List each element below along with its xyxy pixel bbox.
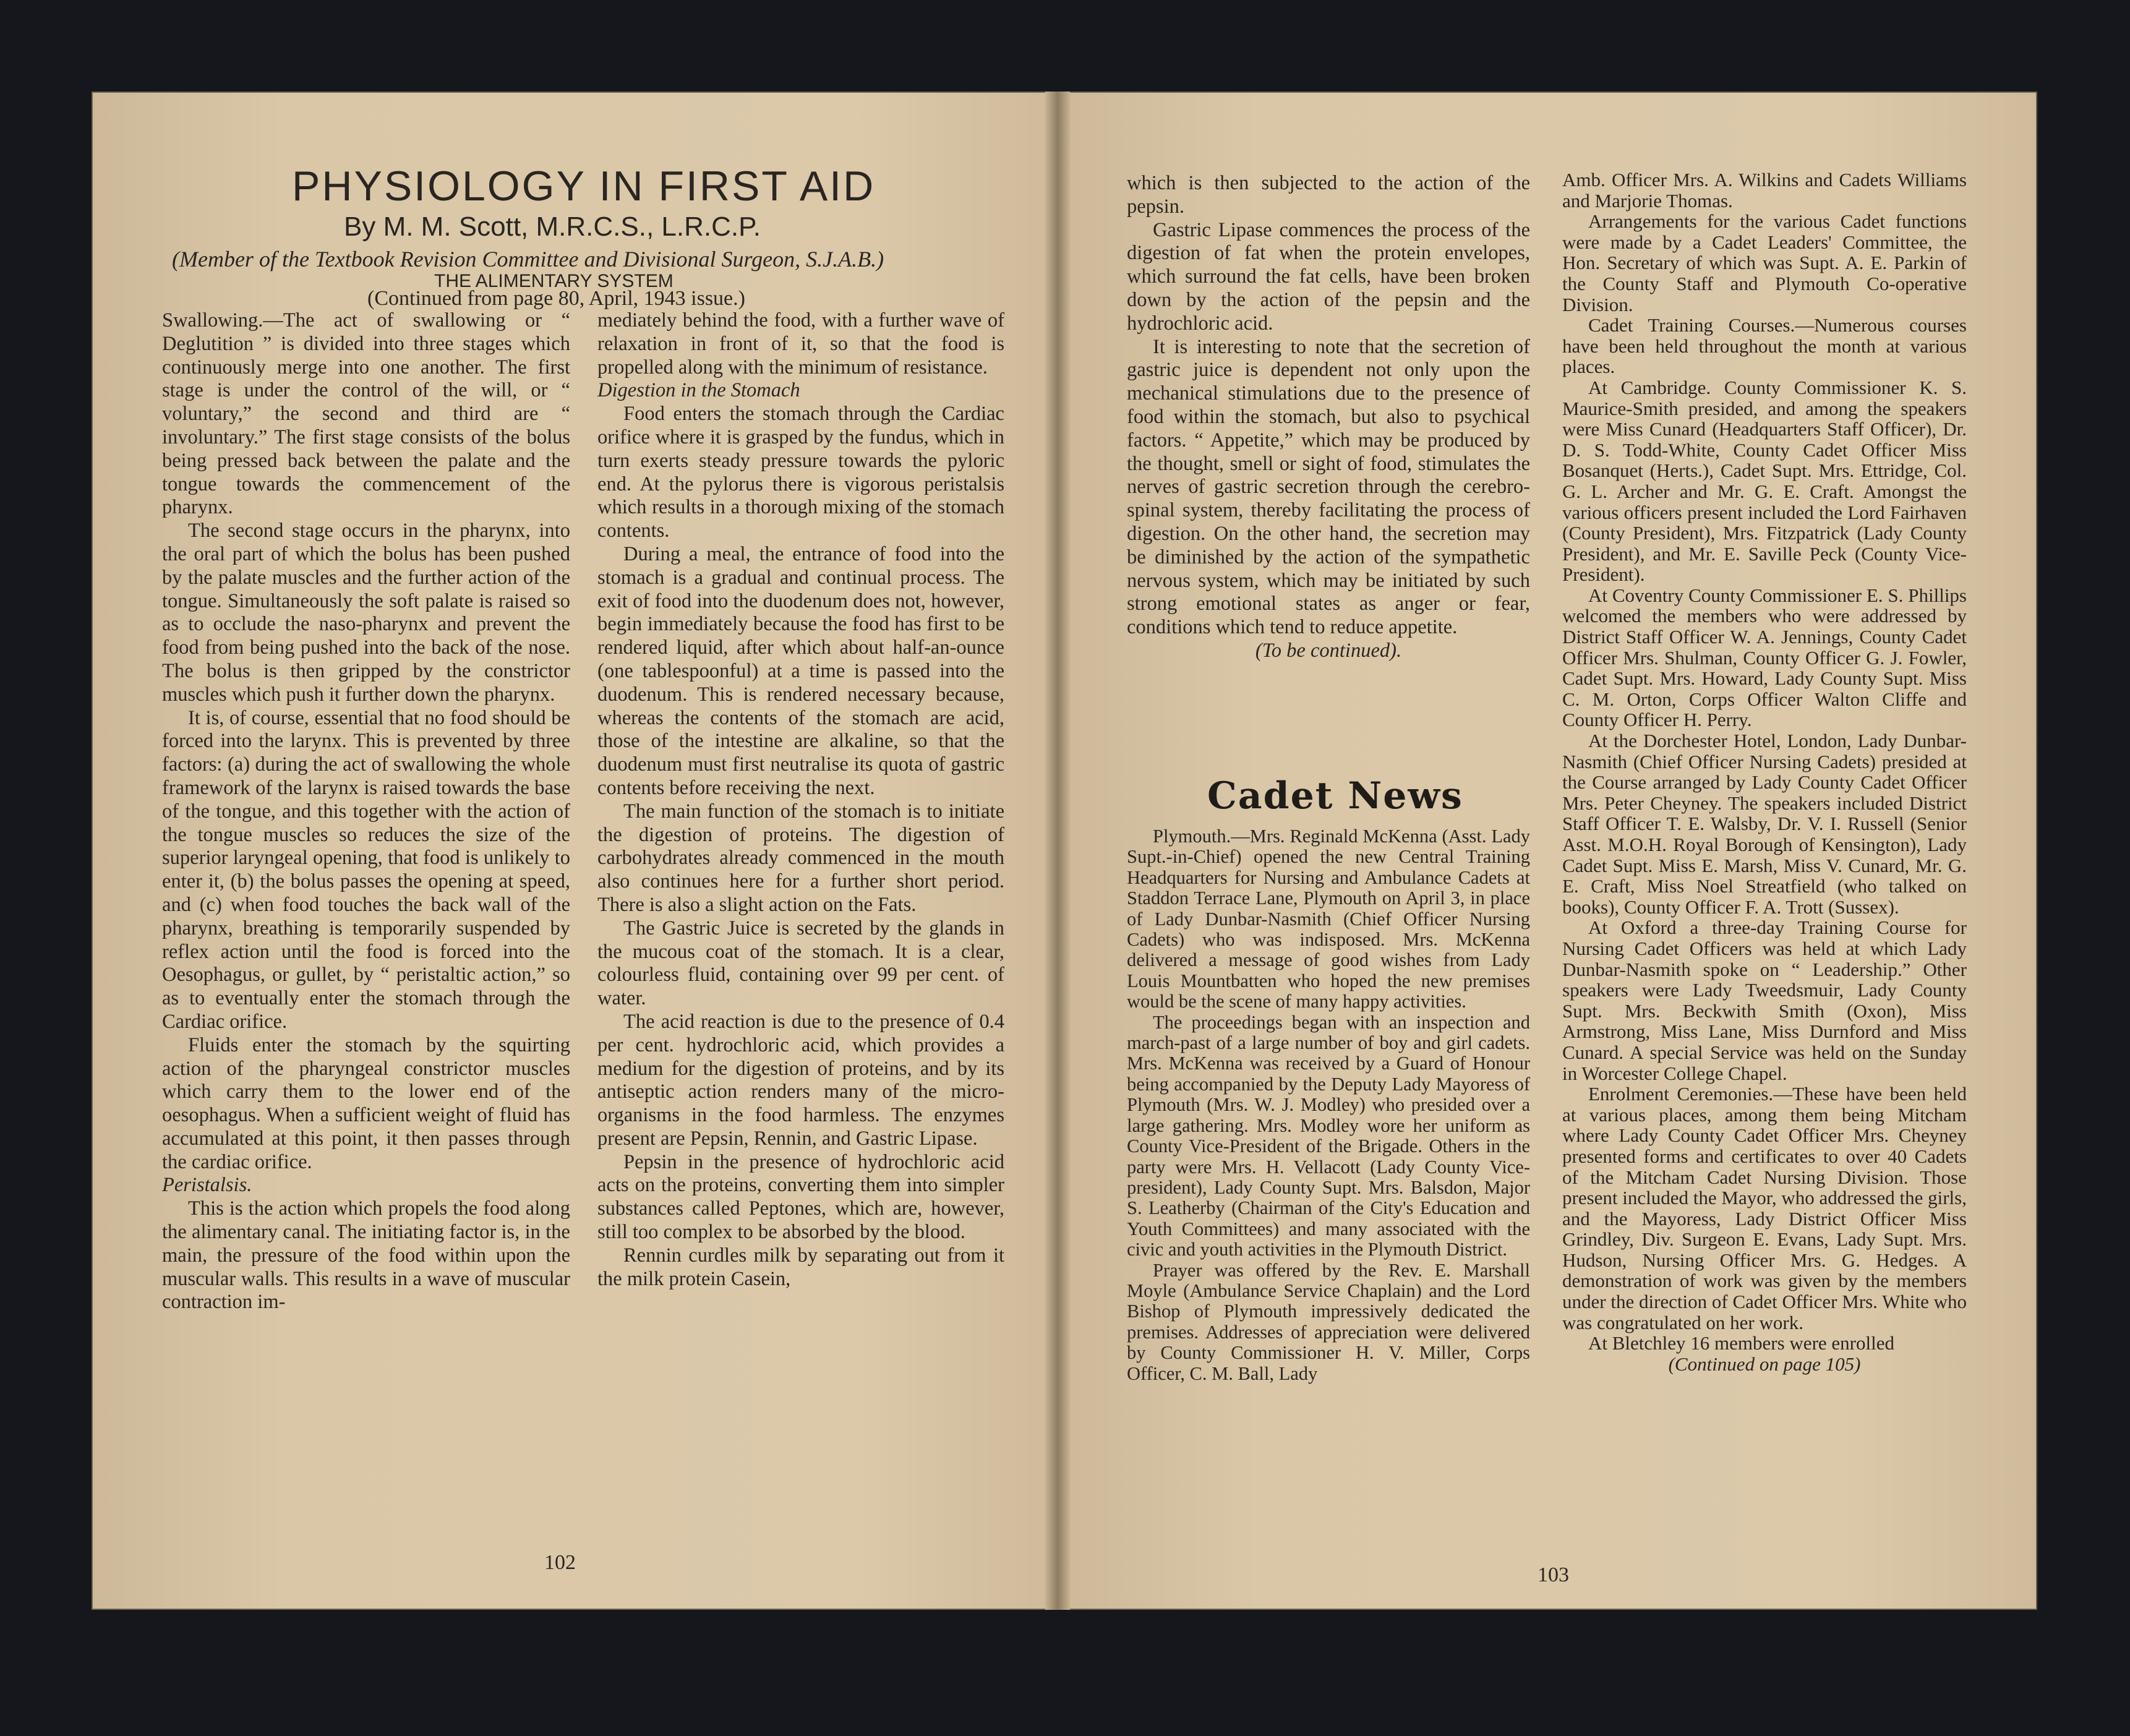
paragraph: Amb. Officer Mrs. A. Wilkins and Cadets Williams and Marjorie Thomas. xyxy=(1562,169,1967,212)
article-byline: By M. M. Scott, M.R.C.S., L.R.C.P. xyxy=(344,212,761,242)
paragraph: At Cambridge. County Commissioner K. S. Maurice-Smith presided, and among the speakers were Miss Cunard (Headquarters Staff Officer), Dr. D. S. Todd-White, County Cadet Officer Miss Bosanquet (Herts.), Cadet Supt. Mrs. Ettridge, Col. G. L. Archer and Mr. G. E. Craft. Amongst the various officers present included the Lord Fairhaven (County President), Mrs. Fitzpatrick (Lady County President), and Mr. E. Saville Peck (County Vice-President). xyxy=(1562,376,1967,586)
paragraph: Food enters the stomach through the Cardiac orifice where it is grasped by the fundus, which in turn exerts steady pressure towards the pyloric end. At the pylorus there is vigorous peristalsis which results in a thorough mixing of the stomach contents. xyxy=(597,403,1004,542)
book-gutter xyxy=(1045,92,1070,1610)
right-column-1 xyxy=(1127,172,1530,663)
paragraph: At Bletchley 16 members were enrolled xyxy=(1588,1332,1894,1354)
paragraph: mediately behind the food, with a further wave of relaxation in front of it, so that the food is propelled along with the minimum of resistance. xyxy=(597,309,1004,378)
page-number-left: 102 xyxy=(544,1551,576,1574)
continued-on-note: (Continued on page 105) xyxy=(1668,1353,1861,1375)
left-column-1 xyxy=(162,309,570,1314)
left-column-2 xyxy=(597,309,1004,1291)
right-column-2 xyxy=(1562,169,1967,1374)
paragraph: At Coventry County Commissioner E. S. Phillips welcomed the members who were addressed by District Staff Officer W. A. Jennings, County Cadet Officer Mrs. Shulman, County Officer G. J. Fowler, Cadet Supt. Mrs. Howard, Lady County Supt. Miss C. M. Orton, Corps Officer Walton Cliffe and County Officer H. Perry. xyxy=(1562,584,1967,731)
subheading-peristalsis: Peristalsis. xyxy=(162,1174,252,1197)
paragraph: Prayer was offered by the Rev. E. Marshall Moyle (Ambulance Service Chaplain) and the Lord Bishop of Plymouth impressively dedicated the premises. Addresses of appreciation were delivered by County Commissioner H. V. Miller, Corps Officer, C. M. Ball, Lady xyxy=(1127,1259,1530,1384)
paragraph: It is, of course, essential that no food should be forced into the larynx. This is prevented by three factors: (a) during the act of swallowing the whole framework of the larynx is raised towards the base of the tongue, and this together with the action of the tongue muscles so reduces the size of the superior laryngeal opening, that food is unlikely to enter it, (b) the bolus passes the opening at speed, and (c) when food touches the back wall of the pharynx, breathing is temporarily suspended by reflex action until the food is forced into the Oesophagus, or gullet, by “ peristaltic action,” so as to eventually enter the stomach through the Cardiac orifice. xyxy=(162,706,570,1033)
paragraph: It is interesting to note that the secretion of gastric juice is dependent not only upon the mechanical stimulations due to the presence of food within the stomach, but also to psychical factors. “ Appetite,” which may be produced by the thought, smell or sight of food, stimulates the nerves of gastric secretion through the cerebro-spinal system, thereby facilitating the process of digestion. On the other hand, the secretion may be diminished by the action of the sympathetic nervous system, which may be initiated by such strong emotional states as anger or fear, conditions which tend to reduce appetite. xyxy=(1127,335,1530,639)
paragraph: The second stage occurs in the pharynx, into the oral part of which the bolus has been pushed by the palate muscles and the further action of the tongue. Simultaneously the soft palate is raised so as to occlude the naso-pharynx and prevent the food from being pushed into the back of the nose. The bolus is then gripped by the constrictor muscles which push it further down the pharynx. xyxy=(162,520,570,706)
paragraph: During a meal, the entrance of food into the stomach is a gradual and continual process. The exit of food into the duodenum does not, however, begin immediately because the food has first to be rendered liquid, after which about half-an-ounce (one tablespoonful) at a time is passed into the duodenum. This is rendered necessary because, whereas the contents of the stomach are acid, those of the intestine are alkaline, so that the duodenum must first neutralise its quota of gastric contents before receiving the next. xyxy=(597,542,1004,799)
paragraph: Enrolment Ceremonies.—These have been held at various places, among them being Mitcham where Lady County Cadet Officer Mrs. Cheyney presented forms and certificates to over 40 Cadets of the Mitcham Cadet Nursing Division. Those present included the Mayor, who addressed the girls, and the Mayoress, Lady District Officer Miss Grindley, Div. Surgeon E. Evans, Lady Supt. Mrs. Hudson, Nursing Officer Mrs. G. Hedges. A demonstration of work was given by the members under the direction of Cadet Officer Mrs. White who was congratulated on her work. xyxy=(1562,1083,1967,1333)
to-be-continued: (To be continued). xyxy=(1255,639,1402,662)
paragraph: The acid reaction is due to the presence of 0.4 per cent. hydrochloric acid, which provides a medium for the digestion of proteins, and by its antiseptic action renders many of the micro-organisms in the food harmless. The enzymes present are Pepsin, Rennin, and Gastric Lipase. xyxy=(597,1010,1004,1150)
paragraph: At the Dorchester Hotel, London, Lady Dunbar-Nasmith (Chief Officer Nursing Cadets) presided at the Course arranged by Lady County Cadet Officer Mrs. Peter Cheyney. The speakers included District Staff Officer T. E. Walsby, Dr. V. I. Russell (Senior Asst. M.O.H. Royal Borough of Kensington), Lady Cadet Supt. Miss E. Marsh, Miss V. Cunard, Mr. G. E. Craft, Miss Noel Streatfield (who talked on books), County Officer F. A. Trott (Sussex). xyxy=(1562,730,1967,918)
paragraph: At Oxford a three-day Training Course for Nursing Cadet Officers was held at which Lady Dunbar-Nasmith spoke on “ Leadership.” Other speakers were Lady Tweedsmuir, Lady County Supt. Mrs. Beckwith Smith (Oxon), Miss Armstrong, Miss Lane, Miss Durnford and Miss Cunard. A special Service was held on the Sunday in Worcester College Chapel. xyxy=(1562,917,1967,1084)
paragraph: Cadet Training Courses.—Numerous courses have been held throughout the month at various places. xyxy=(1562,314,1967,378)
paragraph: Arrangements for the various Cadet functions were made by a Cadet Leaders' Committee, the Hon. Secretary of which was Supt. A. E. Parkin of the County Staff and Plymouth Co-operative Division. xyxy=(1562,210,1967,315)
paragraph: Fluids enter the stomach by the squirting action of the pharyngeal constrictor muscles which carry them to the lower end of the oesophagus. When a sufficient weight of fluid has accumulated at this point, it then passes through the cardiac orifice. xyxy=(162,1033,570,1173)
paragraph: Plymouth.—Mrs. Reginald McKenna (Asst. Lady Supt.-in-Chief) opened the new Central Training Headquarters for Nursing and Ambulance Cadets at Staddon Terrace Lane, Plymouth on April 3, in place of Lady Dunbar-Nasmith (Chief Officer Nursing Cadets) who was indisposed. Mrs. McKenna delivered a message of good wishes from Lady Louis Mountbatten who hoped the new premises would be the scene of many happy activities. xyxy=(1127,826,1530,1012)
paragraph: This is the action which propels the food along the alimentary canal. The initiating factor is, in the main, the pressure of the food within upon the muscular walls. This results in a wave of muscular contraction im- xyxy=(162,1197,570,1314)
cadet-news-column xyxy=(1127,826,1530,1384)
subheading-digestion: Digestion in the Stomach xyxy=(597,379,800,402)
paragraph: The main function of the stomach is to initiate the digestion of proteins. The digestion of carbohydrates already commenced in the mouth also continues here for a further short period. There is also a slight action on the Fats. xyxy=(597,800,1004,916)
paragraph: The proceedings began with an inspection and march-past of a large number of boy and girl cadets. Mrs. McKenna was received by a Guard of Honour being accompanied by the Deputy Lady Mayoress of Plymouth (Mrs. W. J. Modley) who presided over a large gathering. Mrs. Modley wore her uniform as County Vice-President of the Brigade. Others in the party were Mrs. H. Vellacott (Lady County Vice-president), Lady County Supt. Mrs. Balsdon, Major S. Leatherby (Chairman of the City's Education and Youth Committees) and many associated with the civic and youth activities in the Plymouth District. xyxy=(1127,1011,1530,1260)
paragraph: Pepsin in the presence of hydrochloric acid acts on the proteins, converting them into simpler substances called Peptones, which are, however, still too complex to be absorbed by the blood. xyxy=(597,1150,1004,1244)
paragraph: Rennin curdles milk by separating out from it the milk protein Casein, xyxy=(597,1244,1004,1290)
paragraph: The Gastric Juice is secreted by the glands in the mucous coat of the stomach. It is a clear, colourless fluid, containing over 99 per cent. of water. xyxy=(597,917,1004,1010)
cadet-news-heading: Cadet News xyxy=(1207,774,1463,818)
section-heading: THE ALIMENTARY SYSTEM xyxy=(434,271,674,291)
paragraph: Gastric Lipase commences the process of the digestion of fat when the protein envelopes, which surround the fat cells, have been broken down by the action of the pepsin and the hydrochloric acid. xyxy=(1127,218,1530,335)
paragraph: which is then subjected to the action of the pepsin. xyxy=(1127,172,1530,218)
author-affiliation: (Member of the Textbook Revision Committee and Divisional Surgeon, S.J.A.B.) xyxy=(172,247,884,272)
page-number-right: 103 xyxy=(1538,1563,1569,1586)
article-title: PHYSIOLOGY IN FIRST AID xyxy=(292,163,876,210)
continued-from-note: (Continued from page 80, April, 1943 issue.) xyxy=(367,287,745,310)
paragraph: Swallowing.—The act of swallowing or “ Deglutition ” is divided into three stages which continuously merge into one another. The first stage is under the control of the will, or “ voluntary,” the second and third are “ involuntary.” The first stage consists of the bolus being pressed back between the palate and the tongue towards the commencement of the pharynx. xyxy=(162,309,570,519)
